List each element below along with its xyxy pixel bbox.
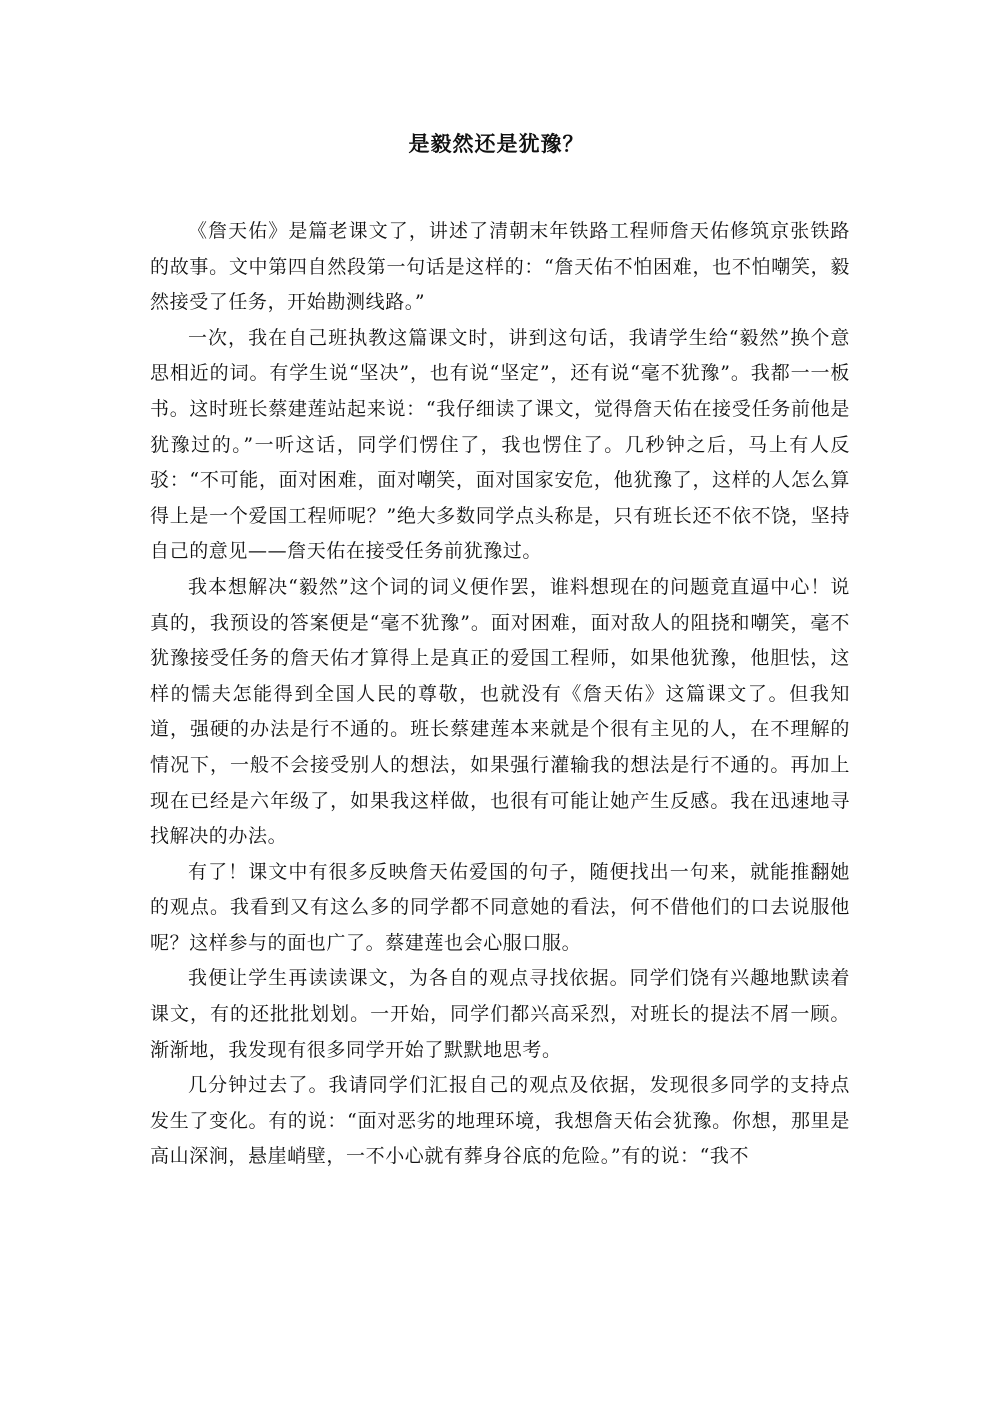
- paragraph: 几分钟过去了。我请同学们汇报自己的观点及依据，发现很多同学的支持点发生了变化。有的说：“面对恶劣的地理环境，我想詹天佑会犹豫。你想，那里是高山深涧，悬崖峭壁，一不小心就有葬身谷底的危险。”有的说：“我不: [150, 1074, 850, 1168]
- paragraph: 我本想解决“毅然”这个词的词义便作罢，谁料想现在的问题竟直逼中心！说真的，我预设的答案便是“毫不犹豫”。面对困难，面对敌人的阻挠和嘲笑，毫不犹豫接受任务的詹天佑才算得上是真正的爱国工程师，如果他犹豫，他胆怯，这样的懦夫怎能得到全国人民的尊敬，也就没有《詹天佑》这篇课文了。但我知道，强硬的办法是行不通的。班长蔡建莲本来就是个很有主见的人，在不理解的情况下，一般不会接受别人的想法，如果强行灌输我的想法是行不通的。再加上现在已经是六年级了，如果我这样做，也很有可能让她产生反感。我在迅速地寻找解决的办法。: [150, 575, 850, 848]
- article-body: [150, 214, 850, 1175]
- paragraph: 《詹天佑》是篇老课文了，讲述了清朝末年铁路工程师詹天佑修筑京张铁路的故事。文中第四自然段第一句话是这样的：“詹天佑不怕困难，也不怕嘲笑，毅然接受了任务，开始勘测线路。”: [150, 220, 850, 314]
- paragraph: 我便让学生再读读课文，为各自的观点寻找依据。同学们饶有兴趣地默读着课文，有的还批批划划。一开始，同学们都兴高采烈，对班长的提法不屑一顾。渐渐地，我发现有很多同学开始了默默地思考。: [150, 967, 850, 1061]
- paragraph: 一次，我在自己班执教这篇课文时，讲到这句话，我请学生给“毅然”换个意思相近的词。有学生说“坚决”，也有说“坚定”，还有说“毫不犹豫”。我都一一板书。这时班长蔡建莲站起来说：“我仔细读了课文，觉得詹天佑在接受任务前他是犹豫过的。”一听这话，同学们愣住了，我也愣住了。几秒钟之后，马上有人反驳：“不可能，面对困难，面对嘲笑，面对国家安危，他犹豫了，这样的人怎么算得上是一个爱国工程师呢？”绝大多数同学点头称是，只有班长还不依不饶，坚持自己的意见——詹天佑在接受任务前犹豫过。: [150, 326, 850, 563]
- paragraph: 有了！课文中有很多反映詹天佑爱国的句子，随便找出一句来，就能推翻她的观点。我看到又有这么多的同学都不同意她的看法，何不借他们的口去说服他呢？这样参与的面也广了。蔡建莲也会心服口服。: [150, 860, 850, 954]
- page-title: 是毅然还是犹豫？: [408, 131, 585, 156]
